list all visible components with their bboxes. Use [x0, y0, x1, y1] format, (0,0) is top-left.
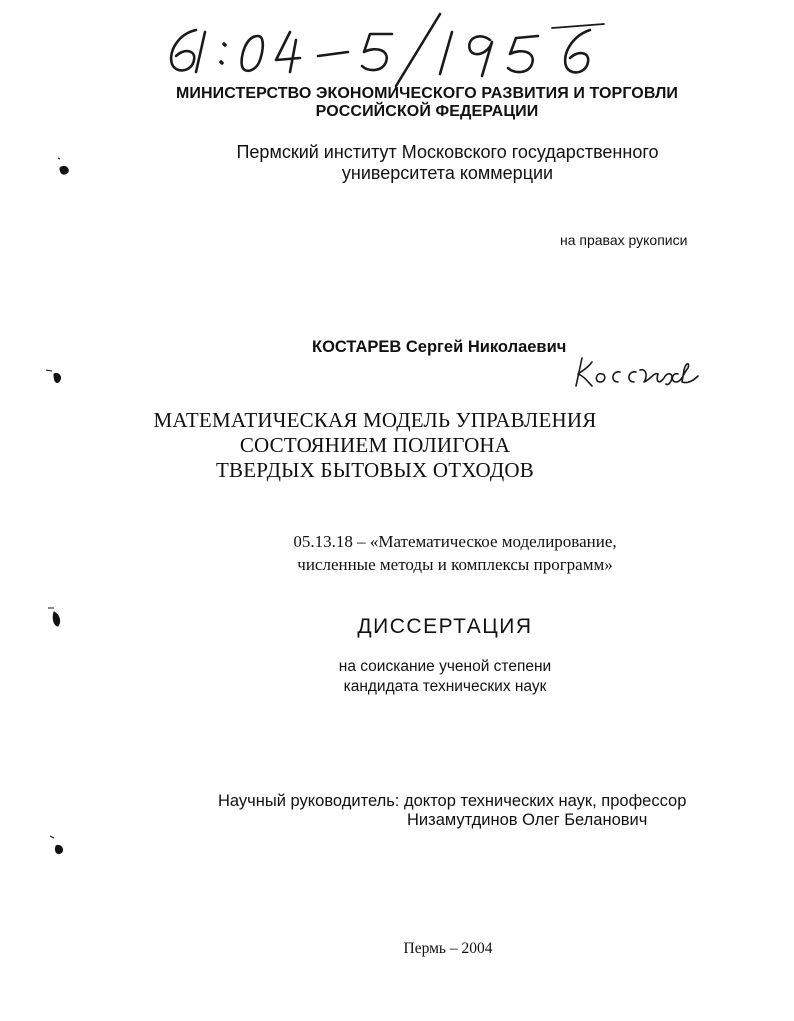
scan-speck-icon: [48, 832, 68, 858]
author-signature: [572, 352, 712, 392]
advisor-label: Научный руководитель: доктор технических наук, профессор: [218, 792, 687, 810]
institute-line-1: Пермский институт Московского государственного: [236, 142, 659, 162]
degree-line-1: на соискание ученой степени: [338, 658, 552, 675]
ministry-line-2: РОССИЙСКОЙ ФЕДЕРАЦИИ: [315, 103, 539, 120]
city-year: Пермь – 2004: [403, 940, 493, 957]
manuscript-note: на правах рукописи: [560, 232, 688, 248]
institute-heading: [150, 142, 745, 184]
title-line-3: ТВЕРДЫХ БЫТОВЫХ ОТХОДОВ: [216, 458, 534, 482]
advisor-name: Низамутдинов Олег Беланович: [407, 811, 648, 829]
title-line-1: МАТЕМАТИЧЕСКАЯ МОДЕЛЬ УПРАВЛЕНИЯ: [153, 408, 597, 432]
dissertation-title: [150, 408, 600, 483]
title-line-2: СОСТОЯНИЕМ ПОЛИГОНА: [239, 433, 511, 457]
specialty-line-2: численные методы и комплексы программ»: [297, 555, 613, 574]
author-name: КОСТАРЕВ Сергей Николаевич: [312, 338, 567, 356]
specialty-line-1: 05.13.18 – «Математическое моделирование,: [293, 532, 617, 551]
institute-line-2: университета коммерции: [341, 163, 554, 183]
ministry-heading: [97, 85, 757, 121]
scan-speck-icon: [54, 154, 74, 178]
document-type: ДИССЕРТАЦИЯ: [357, 615, 533, 638]
degree-line-2: кандидата технических наук: [343, 678, 547, 695]
archive-stamp: [0, 0, 794, 90]
degree-sought: [260, 657, 630, 697]
scan-speck-icon: [44, 366, 66, 388]
specialty-code: [220, 530, 690, 576]
scan-speck-icon: [46, 604, 66, 630]
ministry-line-1: МИНИСТЕРСТВО ЭКОНОМИЧЕСКОГО РАЗВИТИЯ И ТОРГОВЛИ: [175, 85, 679, 102]
